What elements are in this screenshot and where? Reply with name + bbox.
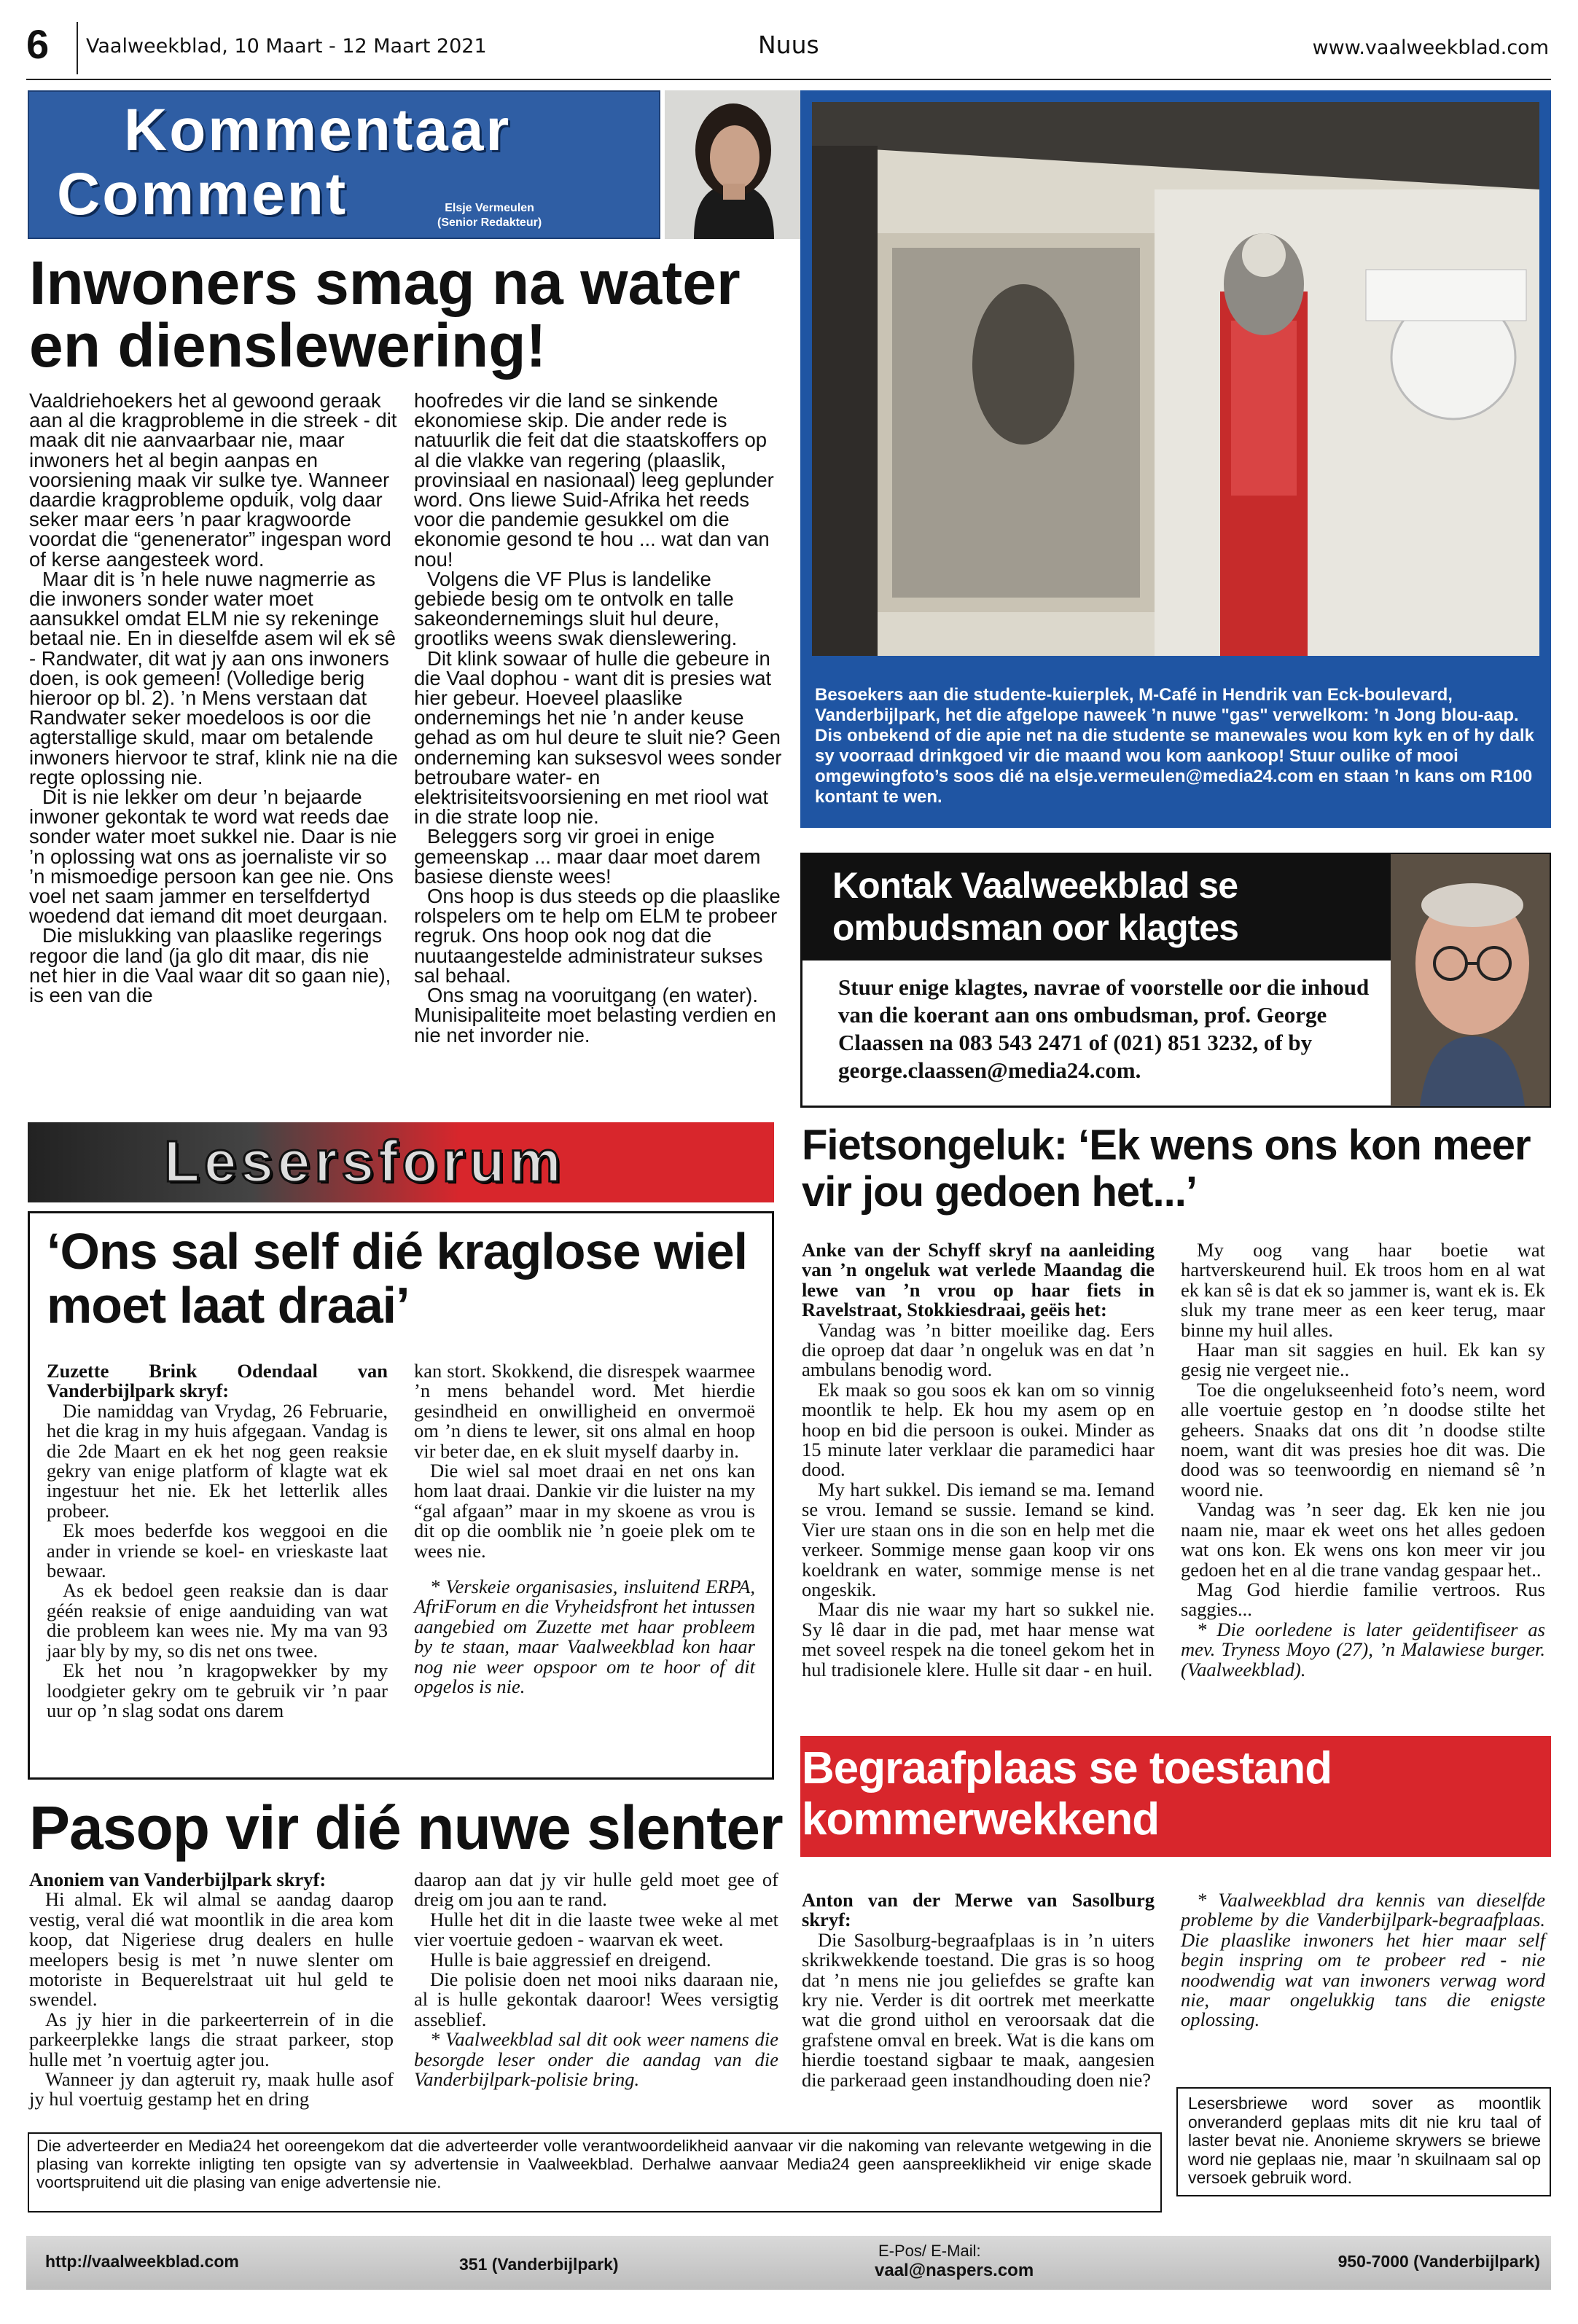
editorial-paragraph: Vaaldriehoekers het al gewoond geraak aan al die kragprobleme in die streek - dit maak dit nie aanvaarbaar nie, maar inwoners het al begin aanpas en voorsiening maak vir sulke tye. Wanneer daardie kragprobleme opduik, volg daar seker maar eers ’n paar kragwoorde voordat die “genenerator” ingespan word of kerse aangesteek word. [29, 389, 397, 571]
editorial-paragraph: Ons smag na vooruitgang (en water). Munisipaliteite moet belasting verdien en nie net invorder nie. [414, 984, 776, 1046]
ombudsman-text: Stuur enige klagtes, navrae of voorstelle oor die inhoud van die koerant aan ons ombudsman, prof. George Claassen na 083 543 2471 of (021) 851 3232, of by george.claassen@media24.com. [838, 974, 1370, 1083]
letter-paragraph: Die Sasolburg-begraafplaas is in ’n uiters skrikwekkende toestand. Die gras is so hoog dat ’n mens nie jou geliefdes se grafte kan kry nie. Verder is dit oortrek met meerkatte wat die grond uithol en veroorsaak dat die grafstene omval en breek. Wat is die kans om hierdie toestand sigbaar te maak, aangesien die parkeraad geen instandhouding doen nie? [802, 1928, 1155, 2091]
letter-editor-note: * Vaalweekblad dra kennis van dieselfde probleme by die Vanderbijlpark-begraafplaas. Die plaaslike inwoners het hier maar self begin inspring om te probeer red - nie noodwendig wat van inwoners verwag word nie, maar ongelukkig tans die enigste oplossing. [1181, 1889, 1545, 2031]
letter-paragraph: Vandag was ’n seer dag. Ek ken nie jou naam nie, maar ek weet ons het alles gedoen wat ons kon. Ek wens ons kon meer vir jou gedoen het en al die trane vandag gespaar het.. [1181, 1498, 1545, 1581]
editorial-paragraph: Volgens die VF Plus is landelike gebiede besig om te ontvolk en talle sakeondernemings sluit hul deure, grootliks weens swak dienslewering. [414, 567, 738, 650]
footer-address: 351 (Vanderbijlpark) [459, 2255, 619, 2274]
footer-website[interactable]: http://vaalweekblad.com [45, 2252, 239, 2271]
header-divider [77, 22, 78, 74]
footer-email[interactable]: vaal@naspers.com [875, 2261, 1034, 2280]
ombudsman-portrait [1391, 854, 1550, 1106]
editorial-paragraph: Dit klink sowaar of hulle die gebeure in die Vaal dophou - want dit is presies wat hier gebeur. Hoeveel plaaslike ondernemings het nie ’n ander keuse gehad as om hul deure te sluit nie? Geen onderneming kan suksesvol wees sonder betroubare water- en elektrisiteitsvoorsiening en met riool wat in die strate loop nie. [414, 646, 782, 829]
letter-paragraph: Haar man sit saggies en huil. Ek kan sy gesig nie vergeet nie.. [1181, 1339, 1545, 1381]
ombudsman-title-line: ombudsman oor klagtes [832, 907, 1238, 948]
ombudsman-title [832, 864, 1238, 949]
comment-title-af: Kommentaar [124, 97, 512, 163]
comment-title-en: Comment [57, 161, 348, 227]
letter-headline: ‘Ons sal self dié kraglose wiel moet laat draai’ [47, 1223, 748, 1334]
letter-headline: Begraafplaas se toestand kommerwekkend [802, 1743, 1332, 1844]
letter-paragraph: Die wiel sal moet draai en net ons kan hom laat draai. Dankie vir die luister na my “gal afgaan” maar in my skoene as vrou is dit op die oomblik nie ’n goeie plek om te wees nie. [414, 1460, 755, 1562]
letter-paragraph: As jy hier in die parkeerterrein of in die parkeerplekke langs die straat parkeer, stop hulle met ’n voertuig agter jou. [29, 2008, 394, 2070]
letter-paragraph: Ek het nou ’n kragopwekker by my loodgieter gekry om te gebruik vir ’n paar uur op ’n slag sodat ons darem [47, 1659, 388, 1721]
letters-policy-text: Lesersbriewe word sover as moontlik onveranderd geplaas mits dit nie kru taal of laster bevat nie. Anonieme skrywers se briewe word nie geplaas nie, maar ’n skuilnaam sal op versoek gebruik word. [1188, 2094, 1541, 2187]
letter-editor-note: * Vaalweekblad sal dit ook weer namens die besorgde leser onder die aandag van die Vanderbijlpark-polisie bring. [414, 2028, 778, 2091]
letter-paragraph: Hulle het dit in die laaste twee weke al met vier voertuie gedoen - waarvan ek weet. [414, 1908, 778, 1951]
photo-caption: Besoekers aan die studente-kuierplek, M-Café in Hendrik van Eck-boulevard, Vanderbijlpark, het die afgelope naweek ’n nuwe "gas" verwelkom: ’n Jong blou-aap. Dis onbekend of die apie net na die studente se manewales wou kom kyk en of hy dalk sy voorraad drinkgoed vir die maand wou kom aankoop! Stuur oulike of mooi omgewingfoto’s soos dié na elsje.vermeulen@media24.com en staan ’n kans om R100 kontant te wen. [815, 685, 1534, 807]
section-name: Nuus [758, 31, 819, 59]
letter-byline: Anoniem van Vanderbijlpark skryf: [29, 1869, 327, 1890]
letter-column [414, 1870, 778, 2089]
publication-date: Vaalweekblad, 10 Maart - 12 Maart 2021 [86, 35, 487, 58]
letter-column [802, 1890, 1155, 2090]
letter-editor-note: * Die oorledene is later geïdentifiseer as mev. Tryness Moyo (27), ’n Malawiese burger. (Vaalweekblad). [1181, 1618, 1545, 1681]
letter-paragraph: Hi almal. Ek wil almal se aandag daarop vestig, veral dié wat moontlik in die area kom koop, dat Nigeriese drug dealers en hulle meelopers besig is met ’n nuwe slenter om motoriste in Bequerelstraat uit hul geld te swendel. [29, 1888, 394, 2011]
comment-author-role: (Senior Redakteur) [437, 216, 542, 229]
editorial-paragraph: Dit is nie lekker om deur ’n bejaarde inwoner gekontak te word wat reeds dae sonder water moet sukkel nie. Daar is nie ’n oplossing wat ons as joernaliste vir so ’n mismoedige persoon kan gee nie. Ons voel net saam jammer en terselfdertyd woedend dat iemand dit moet deurgaan. [29, 786, 397, 928]
letter-byline: Anton van der Merwe van Sasolburg skryf: [802, 1889, 1155, 1931]
comment-author [437, 201, 542, 230]
letter-paragraph: Maar dis nie waar my hart so sukkel nie. Sy lê daar in die pad, met haar mense wat met soveel respek na die toneel gekom het in hul tradisionele klere. Hulle sit daar - en huil. [802, 1598, 1155, 1681]
letter-editor-note: * Verskeie organisasies, insluitend ERPA, AfriForum en die Vryheidsfront het intussen aangebied om Zuzette met haar probleem by te staan, maar Vaalweekblad kon haar nog nie weer opspoor om te hoor of dit opgelos is nie. [414, 1576, 755, 1698]
monkey-photo [812, 102, 1539, 656]
letter-byline: Anke van der Schyff skryf na aanleiding van ’n ongeluk wat verlede Maandag die lewe van ’n vrou op haar fiets in Ravelstraat, Stokkiesdraai, geëis het: [802, 1239, 1155, 1321]
letter-paragraph: Die namiddag van Vrydag, 26 Februarie, het die krag in my huis afgegaan. Vandag is die 2de Maart en ek het nog geen reaksie gekry van enige platform of klagte wat ek ingestuur het nie. Ek het letterlik alles probeer. [47, 1399, 388, 1522]
letter-column [47, 1361, 388, 1721]
ombudsman-title-line: Kontak Vaalweekblad se [832, 865, 1238, 906]
letter-column [414, 1361, 755, 1697]
letter-column [1181, 1890, 1545, 2030]
letter-paragraph: Hulle is baie aggressief en dreigend. [430, 1948, 711, 1971]
letter-paragraph: Wanneer jy dan agteruit ry, maak hulle asof jy hul voertuig gestamp het en dring [29, 2068, 394, 2110]
letter-paragraph: As ek bedoel geen reaksie dan is daar géén reaksie of enige aanduiding van wat die probleem kan wees nie. My ma van 93 jaar bly by my, so dis net ons twee. [47, 1579, 388, 1662]
readers-forum-label: Lesersforum [164, 1129, 566, 1194]
editor-portrait [665, 90, 802, 239]
letter-paragraph: daarop aan dat jy vir hulle geld moet gee of dreig om jou aan te rand. [414, 1869, 778, 1911]
letter-paragraph: My hart sukkel. Dis iemand se ma. Iemand se vrou. Iemand se sussie. Iemand se kind. Vier ure staan ons in die son en help met die verkeer. Sommige mense gaan koop vir ons koeldrank en water, sommige mense is net ongeskik. [802, 1478, 1155, 1600]
editorial-paragraph: Ons hoop is dus steeds op die plaaslike rolspelers om te help om ELM te probeer regruk. Ons hoop ook nog dat die nuutaangestelde administrateur sukses sal behaal. [414, 885, 781, 987]
editorial-paragraph: hoofredes vir die land se sinkende ekonomiese skip. Die ander rede is natuurlik die feit dat die staatskoffers op al die vlakke van regering (plaaslik, provinsiaal en nasionaal) leeg geplunder word. Ons liewe Suid-Afrika het reeds voor die pandemie gesukkel om die ekonomie gesond te hou ... wat dan van nou! [414, 389, 774, 571]
page-number: 6 [26, 21, 50, 67]
footer-email-label: E-Pos/ E-Mail: [878, 2242, 981, 2260]
letter-paragraph: Die polisie doen net mooi niks daaraan nie, al is hulle gekontak daaroor! Wees versigtig asseblief. [414, 1968, 778, 2030]
footer-bar [26, 2236, 1551, 2290]
letter-paragraph: Ek moes bederfde kos weggooi en die ander in vriende se koel- en vrieskaste laat bewaar. [47, 1519, 388, 1582]
editorial-column-1 [29, 391, 401, 1005]
editorial-paragraph: Die mislukking van plaaslike regerings regoor die land (ja glo dit maar, dis nie net hier in die Vaal waar dit so gaan nie), is een van die [29, 924, 391, 1007]
editorial-headline: Inwoners smag na water en dienslewering! [29, 249, 741, 380]
editorial-paragraph: Beleggers sorg vir groei in enige gemeenskap ... maar daar moet darem basiese dienste wees! [414, 825, 761, 888]
letter-paragraph: Ek maak so gou soos ek kan om so vinnig moontlik te help. Ek hou my asem op en hoop en bid die persoon is oukei. Minder as 15 minute later verklaar die paramedici haar dood. [802, 1378, 1155, 1481]
footer-phone: 950-7000 (Vanderbijlpark) [1337, 2252, 1540, 2271]
comment-banner [28, 90, 660, 239]
letter-paragraph: Toe die ongelukseenheid foto’s neem, word alle voertuie gestop en ’n doodse stilte het geheers. Snaaks dat ons dit ’n doodse stilte noem, want dit was presies hoe dit was. Die dood was so teenwoordig en niemand sê ’n woord nie. [1181, 1378, 1545, 1501]
disclaimer-text: Die adverteerder en Media24 het ooreengekom dat die adverteerder volle verantwoordelikheid aanvaar vir die nakoming van relevante wetgewing in die plasing van korrekte inligting ten opsigte van sy advertensie in Vaalweekblad. Derhalwe aanvaar Media24 geen aanspreeklikheid vir enige skade voortspruitend uit die plasing van enige advertensie nie. [36, 2137, 1152, 2191]
letter-paragraph: My oog vang haar boetie wat hartverskeurend huil. Ek troos hom en al wat ek kan sê is dat ek so jammer is, want ek is. Ek sluk my trane meer as een keer terug, maar binne my huil alles. [1181, 1239, 1545, 1341]
letter-paragraph: Vandag was ’n bitter moeilike dag. Eers die oproep dat daar ’n ongeluk was en dat ’n ambulans benodig word. [802, 1318, 1155, 1381]
letter-headline: Pasop vir dié nuwe slenter [29, 1793, 783, 1862]
comment-author-name: Elsje Vermeulen [445, 202, 534, 214]
letter-byline: Zuzette Brink Odendaal van Vanderbijlpark skryf: [47, 1360, 388, 1402]
editorial-paragraph: Maar dit is ’n hele nuwe nagmerrie as die inwoners sonder water moet aansukkel omdat ELM nie sy rekeninge betaal nie. En in dieselfde asem wil ek sê - Randwater, dit wat jy aan ons inwoners doen, is ook gemeen! (Volledige berig hieroor op bl. 2). ’n Mens verstaan dat Randwater seker moedeloos is oor die agterstallige skuld, maar om betalende inwoners hiervoor te straf, klink nie na die regte oplossing nie. [29, 567, 398, 789]
editorial-column-2 [414, 391, 786, 1045]
letter-headline: Fietsongeluk: ‘Ek wens ons kon meer vir jou gedoen het...’ [802, 1122, 1531, 1216]
letter-paragraph: kan stort. Skokkend, die disrespek waarmee ’n mens behandel word. Met hierdie gesindheid en onwilligheid en onvermoë om ’n diens te lewer, sit ons almal en hoop vir beter dae, en ek sluit myself daarby in. [414, 1360, 755, 1462]
letter-column [29, 1870, 394, 2110]
letter-column [1181, 1240, 1545, 1680]
letter-column [802, 1240, 1155, 1680]
header-url[interactable]: www.vaalweekblad.com [1312, 36, 1549, 59]
letter-paragraph: Mag God hierdie familie vertroos. Rus saggies... [1181, 1578, 1545, 1621]
header-rule [26, 79, 1551, 80]
